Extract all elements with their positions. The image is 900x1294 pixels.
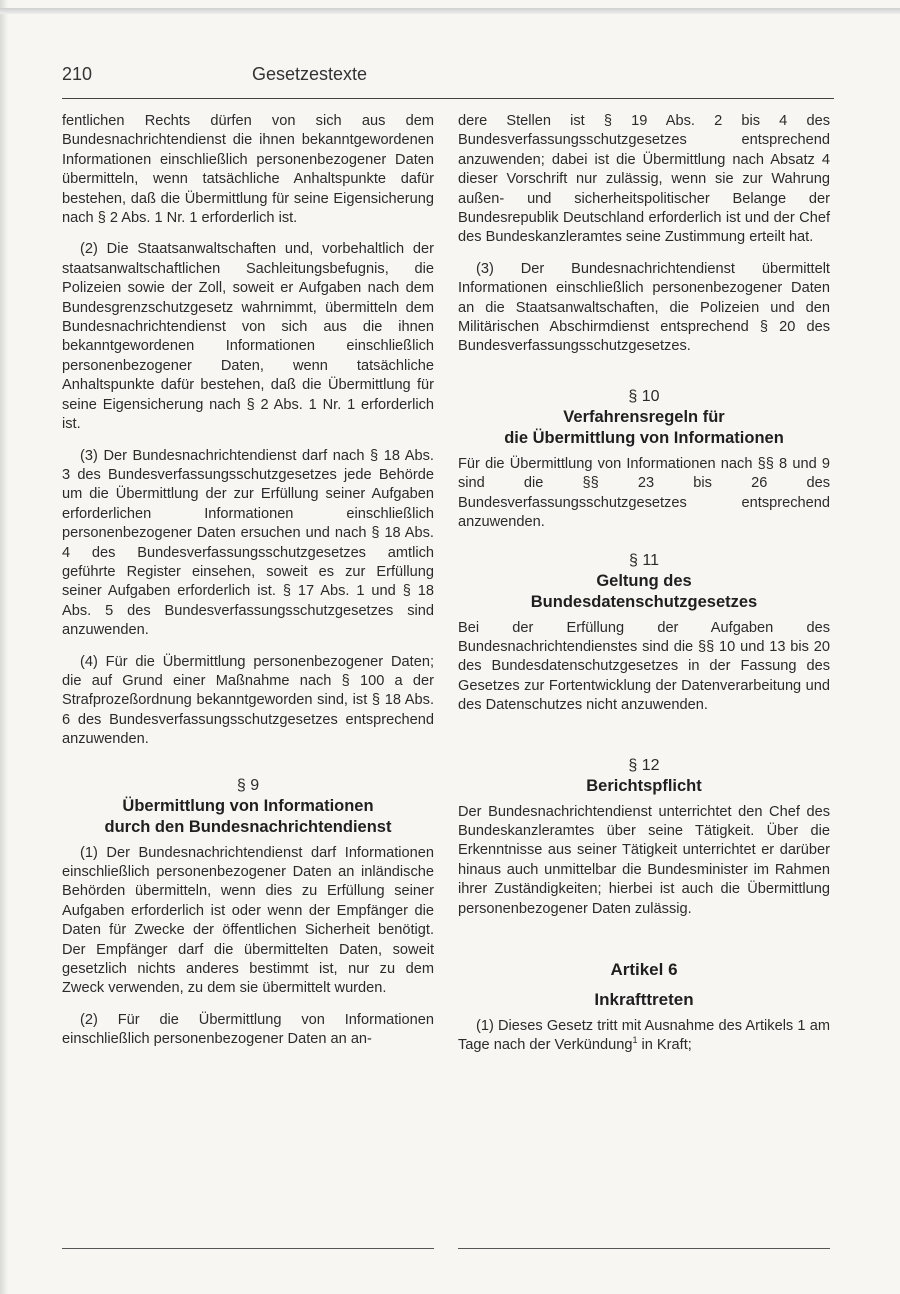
section-number: § 10 [628, 387, 660, 405]
header-rule [62, 98, 834, 99]
section-10-paragraph: Für die Übermittlung von Informationen nach §§ 8 und 9 sind die §§ 23 bis 26 des Bundesverfassungsschutzgesetzes entsprechend anzuwenden. [458, 455, 830, 531]
page-number: 210 [62, 64, 93, 84]
section-number: § 9 [236, 776, 260, 794]
section-title-line: Bundesdatenschutzgesetzes [530, 592, 758, 611]
section-9-paragraph-1: (1) Der Bundesnachrichtendienst darf Informationen einschließlich personenbezogener Daten an inländische Behörden übermitteln, wenn dies zu Erfüllung seiner Aufgaben erforderlich ist oder wenn der Empfänger die Daten für Zwecke der öffentlichen Sicherheit benötigt. Der Empfänger darf die übermittelten Daten, soweit gesetzlich nichts anderes bestimmt ist, nur zu dem Zweck verwenden, zu dem sie übermittelt wurden. [62, 844, 434, 997]
article-6-text-end: in Kraft; [637, 1037, 692, 1054]
paragraph-continued: dere Stellen ist § 19 Abs. 2 bis 4 des Bundesverfassungsschutzgesetzes entsprechend anzuwenden; dabei ist die Übermittlung nach Absatz 4 dieser Vorschrift nur zulässig, wenn sie zur Wahrung außen- und sicherheitspolitischer Belange der Bundesrepublik Deutschland erforderlich ist und der Chef des Bundeskanzleramtes seine Zustimmung erteilt hat. [458, 113, 830, 246]
section-title-line: Übermittlung von Informationen [122, 796, 374, 815]
article-6-text: (1) Dieses Gesetz tritt mit Ausnahme des Artikels 1 am Tage nach der Verkündung [458, 1017, 830, 1054]
section-number: § 11 [629, 551, 659, 569]
section-12-paragraph: Der Bundesnachrichtendienst unterrichtet den Chef des Bundeskanzleramtes über seine Tätigkeit. Über die Erkenntnisse aus seiner Tätigkeit unterrichtet er darüber hinaus auch unmittelbar die Bundesminister im Rahmen ihrer Zuständigkeiten; hierbei ist auch die Übermittlung personenbezogener Daten zulässig. [458, 803, 830, 917]
section-title-line: Geltung des [596, 571, 692, 590]
section-number: § 12 [628, 756, 660, 774]
section-9-heading [62, 776, 434, 838]
paragraph-3: (3) Der Bundesnachrichtendienst darf nach § 18 Abs. 3 des Bundesverfassungsschutzgesetzes jede Behörde um die Übermittlung der zur Erfüllung seiner Aufgaben erforderlichen Informationen einschließlich personenbezogener Daten ersuchen und nach § 18 Abs. 4 des Bundesverfassungsschutzgesetzes amtlich geführte Register einsehen, soweit es zur Erfüllung seiner Aufgaben erforderlich ist. § 17 Abs. 1 und § 18 Abs. 5 des Bundesverfassungsschutzgesetzes sind anzuwenden. [62, 447, 434, 639]
article-title: Artikel 6 [610, 959, 678, 979]
section-12-heading [458, 756, 830, 797]
footer-rule-left [62, 1248, 434, 1249]
scan-edge-shadow [0, 0, 8, 1294]
running-title: Gesetzestexte [252, 64, 368, 84]
paragraph-3: (3) Der Bundesnachrichtendienst übermittelt Informationen einschließlich personenbezogener Daten an die Staatsanwaltschaften, die Polizeien und den Militärischen Abschirmdienst entsprechend § 20 des Bundesverfassungsschutzgesetzes. [458, 260, 830, 355]
section-11-heading [458, 551, 830, 613]
scan-top-edge [0, 8, 900, 14]
section-10-heading [458, 387, 830, 449]
page-header [62, 64, 834, 96]
paragraph-4: (4) Für die Übermittlung personenbezogener Daten; die auf Grund einer Maßnahme nach § 100 a der Strafprozeßordnung bekanntgeworden sind, ist § 18 Abs. 6 des Bundesverfassungsschutzgesetzes entsprechend anzuwenden. [62, 653, 434, 748]
footnote-marker[interactable]: 1 [632, 1035, 638, 1046]
article-6-paragraph-1 [458, 1017, 830, 1056]
footer-rule-right [458, 1248, 830, 1249]
article-6-heading [458, 959, 830, 1011]
section-9-paragraph-2: (2) Für die Übermittlung von Informationen einschließlich personenbezogener Daten an an- [62, 1011, 434, 1048]
section-title-line: durch den Bundesnachrichtendienst [104, 817, 392, 836]
section-title: Berichtspflicht [586, 776, 702, 795]
section-11-paragraph: Bei der Erfüllung der Aufgaben des Bundesnachrichtendienstes sind die §§ 10 und 13 bis 20 des Bundesdatenschutzgesetzes in der Fassung des Gesetzes zur Fortentwicklung der Datenverarbeitung und des Datenschutzes nicht anzuwenden. [458, 619, 830, 714]
paragraph-continued: fentlichen Rechts dürfen von sich aus dem Bundesnachrichtendienst die ihnen bekanntgewordenen Informationen einschließlich personenbezogener Daten übermitteln, wenn tatsächliche Anhaltspunkte dafür bestehen, daß die Übermittlung für seine Eigensicherung nach § 2 Abs. 1 Nr. 1 erforderlich ist. [62, 113, 434, 227]
section-title-line: Verfahrensregeln für [563, 407, 725, 426]
left-column [62, 112, 434, 1062]
right-column [458, 112, 830, 1068]
paragraph-2: (2) Die Staatsanwaltschaften und, vorbehaltlich der staatsanwaltschaftlichen Sachleitungsbefugnis, die Polizeien sowie der Zoll, soweit er Aufgaben nach dem Bundesgrenzschutzgesetz wahrnimmt, übermitteln dem Bundesnachrichtendienst von sich aus die ihnen bekanntgewordenen Informationen einschließlich personenbezogener Daten, wenn tatsächliche Anhaltspunkte dafür bestehen, daß die Übermittlung für seine Eigensicherung nach § 2 Abs. 1 Nr. 1 erforderlich ist. [62, 241, 434, 433]
article-subtitle: Inkrafttreten [594, 989, 694, 1009]
section-title-line: die Übermittlung von Informationen [504, 428, 784, 447]
